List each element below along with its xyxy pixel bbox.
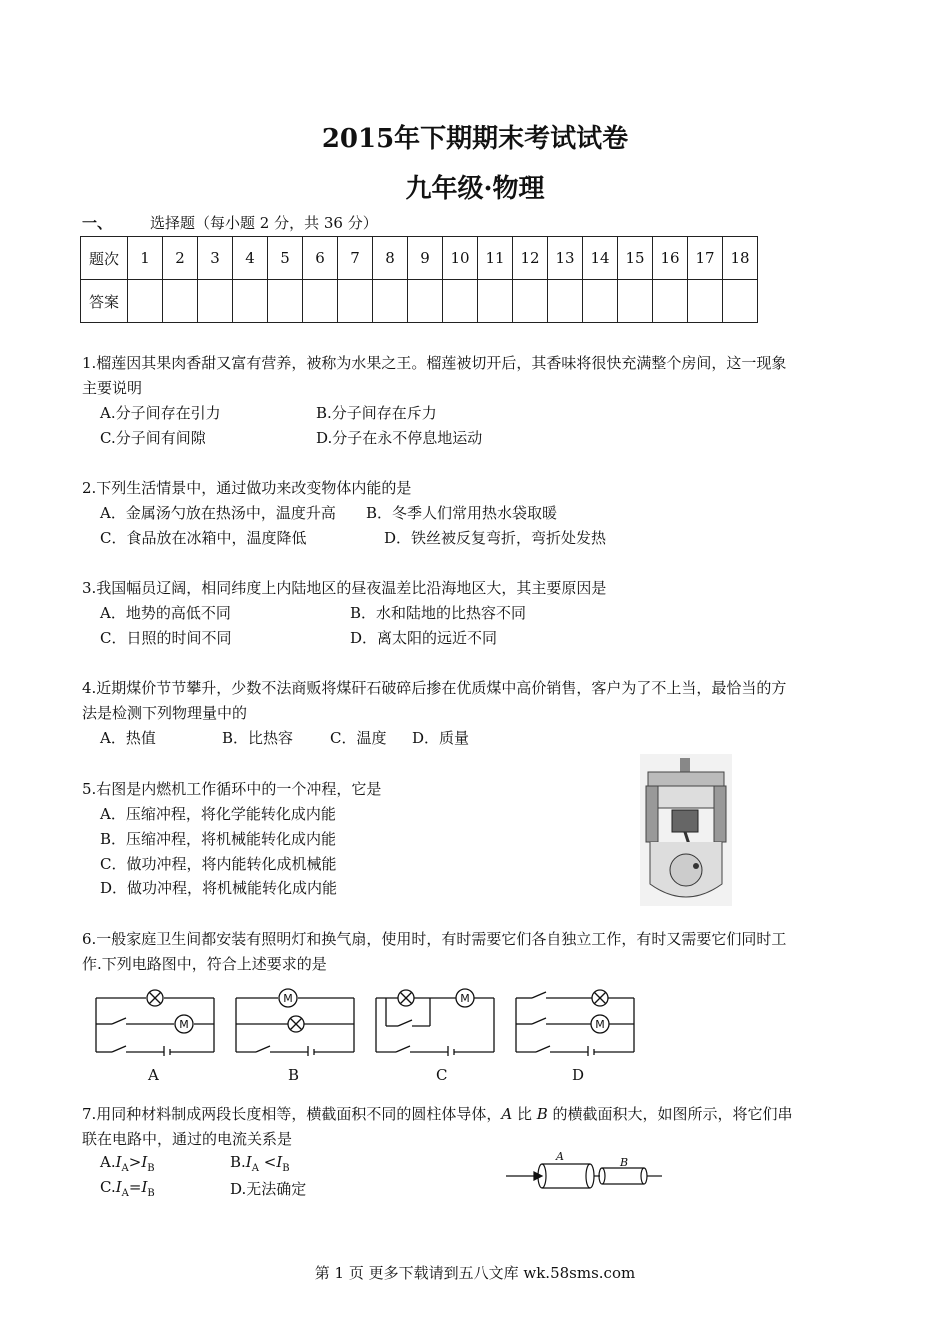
q7-option-b: $B.I_A <I_B$ [230, 1153, 290, 1174]
answer-cell[interactable] [443, 280, 478, 323]
answer-cell[interactable] [233, 280, 268, 323]
section-number: 一、 [82, 214, 113, 232]
q3-option-a: A．地势的高低不同 [100, 604, 231, 622]
table-head-cell: 答案 [81, 280, 128, 323]
table-cell: 16 [653, 237, 688, 280]
page-footer: 第 1 页 更多下载请到五八文库 wk.58sms.com [314, 1264, 636, 1282]
table-cell: 8 [373, 237, 408, 280]
table-cell: 2 [163, 237, 198, 280]
table-cell: 7 [338, 237, 373, 280]
q4-option-d: D．质量 [412, 729, 470, 747]
table-cell: 13 [548, 237, 583, 280]
question-4-stem-cont: 法是检测下列物理量中的 [82, 704, 248, 722]
circuit-label-c: C [436, 1066, 448, 1084]
q7-stem-pre: 7.用同种材料制成两段长度相等，横截面积不同的圆柱体导体， [82, 1105, 502, 1123]
answer-cell[interactable] [338, 280, 373, 323]
answer-cell[interactable] [478, 280, 513, 323]
circuit-diagram-d [512, 986, 638, 1056]
answer-cell[interactable] [198, 280, 233, 323]
circuit-label-d: D [572, 1066, 585, 1084]
table-cell: 3 [198, 237, 233, 280]
q4-option-c: C．温度 [330, 729, 387, 747]
q1-option-a: A.分子间存在引力 [100, 404, 221, 422]
question-3-stem: 3.我国幅员辽阔，相同纬度上内陆地区的昼夜温差比沿海地区大，其主要原因是 [82, 579, 607, 597]
table-cell: 14 [583, 237, 618, 280]
table-cell: 18 [723, 237, 758, 280]
answer-cell[interactable] [513, 280, 548, 323]
q2-option-c: C．食品放在冰箱中，温度降低 [100, 529, 307, 547]
motor-label: M [179, 1018, 189, 1031]
motor-label: M [595, 1018, 605, 1031]
question-7-stem [82, 1103, 793, 1124]
q2-option-b: B．冬季人们常用热水袋取暖 [366, 504, 558, 522]
table-cell: 11 [478, 237, 513, 280]
answer-cell[interactable] [653, 280, 688, 323]
answer-cell[interactable] [618, 280, 653, 323]
q2-option-d: D．铁丝被反复弯折，弯折处发热 [384, 529, 607, 547]
circuit-label-a: A [148, 1066, 159, 1084]
table-cell: 4 [233, 237, 268, 280]
table-cell: 12 [513, 237, 548, 280]
table-cell: 5 [268, 237, 303, 280]
q7-stem-mid: 比 [512, 1105, 537, 1123]
q5-option-a: A．压缩冲程，将化学能转化成内能 [100, 805, 336, 823]
question-1-stem-cont: 主要说明 [82, 379, 143, 397]
answer-cell[interactable] [583, 280, 618, 323]
motor-label: M [283, 992, 293, 1005]
q7-var-b: B [536, 1105, 548, 1123]
q5-option-c: C．做功冲程，将内能转化成机械能 [100, 855, 337, 873]
table-cell: 9 [408, 237, 443, 280]
answer-cell[interactable] [268, 280, 303, 323]
circuit-diagram-b [232, 986, 358, 1056]
q7-option-a: $A.I_A>I_B$ [100, 1153, 155, 1174]
motor-label: M [460, 992, 470, 1005]
table-cell: 15 [618, 237, 653, 280]
q3-option-d: D．离太阳的远近不同 [350, 629, 498, 647]
q1-option-b: B.分子间存在斥力 [316, 404, 437, 422]
q7-option-d: D.无法确定 [230, 1180, 307, 1198]
circuit-diagram-c [372, 986, 498, 1056]
question-6-stem: 6.一般家庭卫生间都安装有照明灯和换气扇，使用时，有时需要它们各自独立工作，有时又需要它们同时工 [82, 930, 787, 948]
table-cell: 1 [128, 237, 163, 280]
conductor-diagram [504, 1150, 664, 1192]
answer-cell[interactable] [723, 280, 758, 323]
q7-var-a: A [501, 1105, 513, 1123]
answer-cell[interactable] [688, 280, 723, 323]
answer-table-number-row [81, 237, 758, 280]
table-cell: 17 [688, 237, 723, 280]
question-7-stem-cont: 联在电路中，通过的电流关系是 [82, 1130, 293, 1148]
answer-cell[interactable] [548, 280, 583, 323]
question-5-stem: 5.右图是内燃机工作循环中的一个冲程，它是 [82, 780, 382, 798]
q5-option-b: B．压缩冲程，将机械能转化成内能 [100, 830, 337, 848]
circuit-diagram-a [92, 986, 218, 1056]
answer-cell[interactable] [163, 280, 198, 323]
circuit-label-b: B [288, 1066, 300, 1084]
answer-table [80, 236, 758, 323]
table-head-cell: 题次 [81, 237, 128, 280]
section-label: 选择题（每小题 2 分，共 36 分） [150, 214, 378, 232]
answer-table-answer-row [81, 280, 758, 323]
engine-diagram [640, 754, 732, 906]
page-title: 2015年下期期末考试试卷 [321, 124, 629, 154]
q4-option-a: A．热值 [100, 729, 156, 747]
q5-option-d: D．做功冲程，将机械能转化成内能 [100, 879, 338, 897]
q7-stem-post: 的横截面积大，如图所示，将它们串 [547, 1105, 793, 1123]
section-heading [82, 212, 378, 233]
table-cell: 6 [303, 237, 338, 280]
q7-option-c: $C.I_A=I_B$ [100, 1178, 155, 1199]
question-4-stem: 4.近期煤价节节攀升，少数不法商贩将煤矸石破碎后掺在优质煤中高价销售，客户为了不上当，最恰当的方 [82, 679, 787, 697]
answer-cell[interactable] [373, 280, 408, 323]
q3-option-b: B．水和陆地的比热容不同 [350, 604, 527, 622]
page-subtitle: 九年级·物理 [405, 174, 545, 204]
answer-cell[interactable] [408, 280, 443, 323]
q2-option-a: A．金属汤勺放在热汤中，温度升高 [100, 504, 336, 522]
conductor-label-b: B [620, 1156, 629, 1169]
question-2-stem: 2.下列生活情景中，通过做功来改变物体内能的是 [82, 479, 412, 497]
conductor-label-a: A [556, 1150, 564, 1163]
question-1-stem: 1.榴莲因其果肉香甜又富有营养，被称为水果之王。榴莲被切开后，其香味将很快充满整个房间，这一现象 [82, 354, 787, 372]
q4-option-b: B．比热容 [222, 729, 294, 747]
question-6-stem-cont: 作.下列电路图中，符合上述要求的是 [82, 955, 327, 973]
table-cell: 10 [443, 237, 478, 280]
q3-option-c: C．日照的时间不同 [100, 629, 232, 647]
answer-cell[interactable] [128, 280, 163, 323]
q1-option-d: D.分子在永不停息地运动 [316, 429, 483, 447]
q1-option-c: C.分子间有间隙 [100, 429, 206, 447]
answer-cell[interactable] [303, 280, 338, 323]
